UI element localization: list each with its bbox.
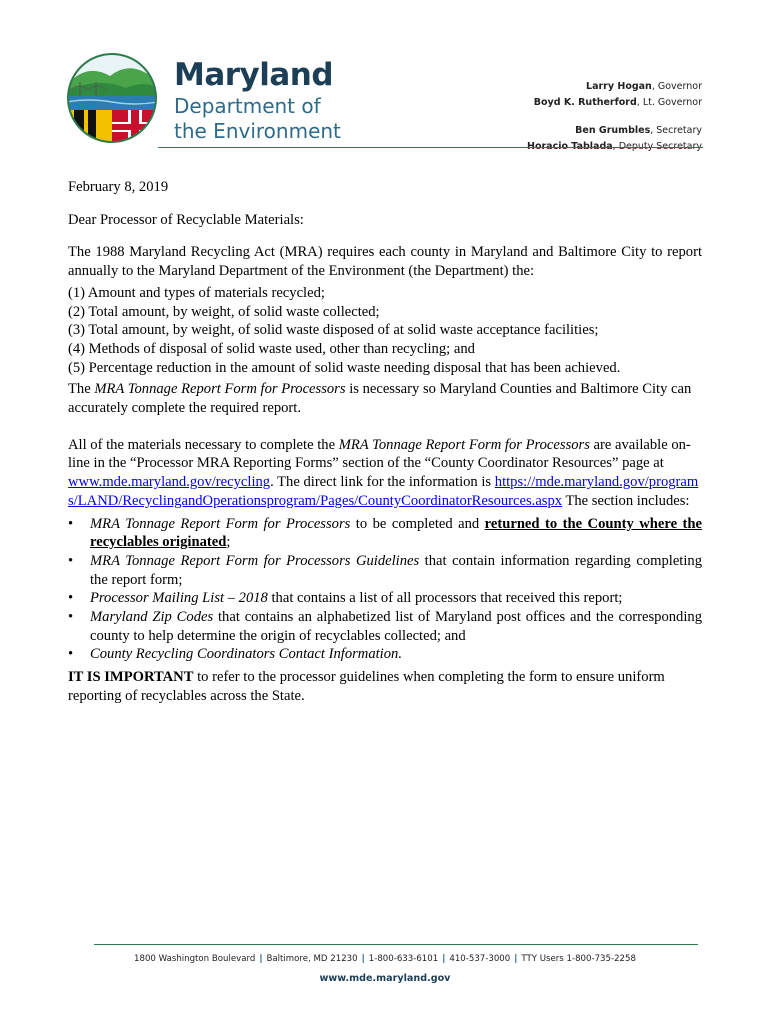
- footer-website[interactable]: www.mde.maryland.gov: [319, 973, 451, 984]
- important-label: IT IS IMPORTANT: [68, 669, 194, 686]
- online-paragraph: All of the materials necessary to complete the MRA Tonnage Report Form for Processors are available on-line in the “Processor MRA Reporting Forms” section of the “County Coordinator Resources” page at www.mde.maryland.gov/recycling. The direct link for the information is https://mde.maryland.gov/programs/LAND/RecyclingandOperationsprogram/Pages/CountyCoordinatorResources.aspx The section includes:: [68, 436, 699, 509]
- requirement-item: (1) Amount and types of materials recycled;: [68, 284, 325, 301]
- list-item: • MRA Tonnage Report Form for Processors Guidelines that contain information regarding completing the report form;: [68, 552, 702, 588]
- list-item: • County Recycling Coordinators Contact Information.: [68, 646, 402, 663]
- direct-resources-link[interactable]: https://mde.maryland.gov/programs/LAND/RecyclingandOperationsprogram/Pages/CountyCoordinatorResources.aspx: [68, 474, 699, 509]
- list-item: • MRA Tonnage Report Form for Processors to be completed and returned to the County where the recyclables originated;: [68, 515, 702, 551]
- agency-line-1: Maryland: [174, 57, 334, 93]
- form-paragraph: The MRA Tonnage Report Form for Processors is necessary so Maryland Counties and Baltimore City can accurately complete the required report.: [68, 381, 692, 417]
- official-lt-governor: Boyd K. Rutherford, Lt. Governor: [533, 97, 702, 108]
- officials-list: [527, 79, 702, 155]
- closing-paragraph: IT IS IMPORTANT to refer to the processor guidelines when completing the form to ensure uniform reporting of recyclables across the State.: [68, 669, 665, 704]
- recycling-link[interactable]: www.mde.maryland.gov/recycling: [68, 474, 271, 491]
- salutation: Dear Processor of Recyclable Materials:: [68, 211, 304, 228]
- footer-rule: [94, 944, 698, 945]
- footer-tty: TTY Users 1-800-735-2258: [521, 954, 636, 964]
- footer-phone-tollfree: 1-800-633-6101: [368, 954, 439, 964]
- requirement-item: (5) Percentage reduction in the amount of solid waste needing disposal that has been achieved.: [68, 359, 621, 376]
- letter-body: [68, 178, 702, 706]
- list-item: • Maryland Zip Codes that contains an alphabetized list of Maryland post offices and the corresponding county to help determine the origin of recyclables collected; and: [68, 609, 703, 644]
- requirement-item: (3) Total amount, by weight, of solid waste disposed of at solid waste acceptance facilities;: [68, 322, 599, 339]
- form-name: MRA Tonnage Report Form for Processors: [338, 436, 590, 453]
- requirements-list: [68, 284, 702, 378]
- list-item: • Processor Mailing List – 2018 that contains a list of all processors that received this report;: [68, 590, 623, 607]
- agency-line-2: Department of: [174, 94, 321, 118]
- official-governor: Larry Hogan, Governor: [586, 81, 702, 92]
- requirement-item: (2) Total amount, by weight, of solid waste collected;: [68, 303, 380, 320]
- agency-line-3: the Environment: [174, 119, 341, 143]
- official-secretary: Ben Grumbles, Secretary: [575, 125, 702, 136]
- return-instruction: returned to the County where the recyclables originated: [90, 515, 702, 551]
- mde-logo: [66, 52, 158, 144]
- letter-date: February 8, 2019: [68, 179, 169, 195]
- agency-name: [174, 56, 341, 144]
- footer-city: Baltimore, MD 21230: [266, 954, 358, 964]
- footer-street: 1800 Washington Boulevard: [134, 954, 256, 964]
- form-name: MRA Tonnage Report Form for Processors: [94, 381, 346, 398]
- footer-address: 1800 Washington Boulevard | Baltimore, MD 21230 | 1-800-633-6101 | 410-537-3000 | TTY Users 1-800-735-2258: [134, 954, 636, 964]
- materials-list: [68, 515, 702, 665]
- header-rule: [158, 147, 703, 148]
- intro-paragraph: The 1988 Maryland Recycling Act (MRA) requires each county in Maryland and Baltimore City to report annually to the Maryland Department of the Environment (the Department) the:: [68, 244, 702, 280]
- footer-phone: 410-537-3000: [449, 954, 511, 964]
- requirement-item: (4) Methods of disposal of solid waste used, other than recycling; and: [68, 340, 475, 357]
